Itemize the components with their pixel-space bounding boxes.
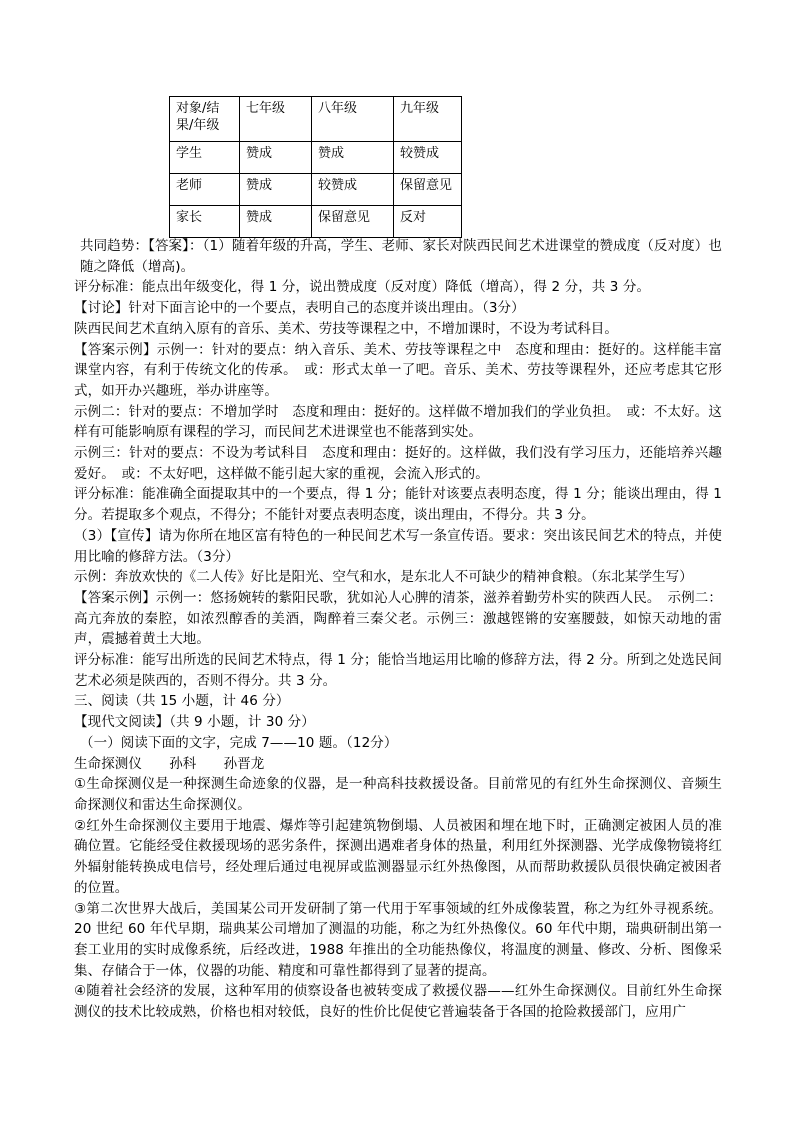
table-cell: 家长: [170, 206, 240, 238]
answer-trend: 共同趋势：【答案】：（1）随着年级的升高，学生、老师、家长对陕西民间艺术进课堂的赞成度（反对度）也随之降低（增高)。: [80, 238, 722, 275]
survey-table: [169, 96, 462, 238]
scoring-standard: 评分标准：能点出年级变化，得 1 分，说出赞成度（反对度）降低（增高），得 2 分，共 3 分。: [74, 279, 651, 296]
answer-example-2: 示例二：针对的要点：不增加学时 态度和理由：挺好的。这样做不增加我们的学业负担。 或：不太好。这样有可能影响原有课程的学习，而民间艺术进课堂也不能落到实处。: [74, 403, 722, 441]
table-cell: 较赞成: [394, 142, 462, 174]
table-cell: 学生: [170, 142, 240, 174]
scoring-standard: 评分标准：能写出所选的民间艺术特点，得 1 分；能恰当地运用比喻的修辞方法，得 2 分。所到之处选民间艺术必须是陕西的，否则不得分。共 3 分。: [74, 652, 722, 689]
article-paragraph: ③第二次世界大战后，美国某公司开发研制了第一代用于军事领域的红外成像装置，称之为红外寻视系统。20 世纪 60 年代早期，瑞典某公司增加了测温的功能，称之为红外热像仪。60 年代中期，瑞典研制出第一套工业用的实时成像系统，后经改进，1988 年推出的全功能热像仪，将温度的测量、修改、分析、图像采集、存储合于一体，仪器的功能、精度和可靠性都得到了显著的提高。: [74, 900, 722, 979]
table-cell: 七年级: [240, 97, 312, 142]
subsection-heading: 【现代文阅读】（共 9 小题，计 30 分）: [74, 714, 315, 731]
section-heading: 三、阅读（共 15 小题，计 46 分）: [74, 693, 290, 710]
table-row: [170, 206, 462, 238]
table-cell: 老师: [170, 174, 240, 206]
answer-example-3: 示例三：针对的要点：不设为考试科目 态度和理由：挺好的。这样做，我们没有学习压力，还能培养兴趣爱好。 或：不太好吧，这样做不能引起大家的重视，会流入形式的。: [74, 445, 722, 482]
article-paragraph: ②红外生命探测仪主要用于地震、爆炸等引起建筑物倒塌、人员被困和埋在地下时，正确测定被困人员的准确位置。它能经受住救援现场的恶劣条件，探测出遇难者身体的热量，利用红外探测器、光学成像物镜将红外辐射能转换成电信号，经处理后通过电视屏或监测器显示红外热像图，从而帮助救援队员很快确定被困者的位置。: [74, 817, 722, 896]
table-cell: 较赞成: [312, 174, 394, 206]
discussion-statement: 陕西民间艺术直纳入原有的音乐、美术、劳技等课程之中，不增加课时，不设为考试科目。: [74, 320, 618, 337]
scoring-standard: 评分标准：能准确全面提取其中的一个要点，得 1 分；能针对该要点表明态度，得 1 分；能谈出理由，得 1 分。若提取多个观点，不得分；不能针对要点表明态度，谈出理由，不得分。共 3 分。: [74, 486, 722, 524]
table-cell: 对象/结果/年级: [170, 97, 240, 142]
table-cell: 赞成: [240, 142, 312, 174]
table-cell: 赞成: [240, 174, 312, 206]
table-row: [170, 142, 462, 174]
table-cell: 保留意见: [394, 174, 462, 206]
reading-instruction: （一）阅读下面的文字，完成 7——10 题。（12分）: [80, 734, 398, 751]
table-header-row: [170, 97, 462, 142]
document-body: [74, 236, 722, 1023]
table-cell: 保留意见: [312, 206, 394, 238]
slogan-answer-examples: 【答案示例】示例一：悠扬婉转的紫阳民歌，犹如沁人心脾的清茶，滋养着勤劳朴实的陕西人民。 示例二：高亢奔放的秦腔，如浓烈醇香的美酒，陶醉着三秦父老。示例三：激越铿锵的安塞腰鼓，如惊天动地的雷声，震撼着黄土大地。: [74, 589, 722, 648]
discussion-prompt: 【讨论】针对下面言论中的一个要点，表明自己的态度并谈出理由。（3分）: [74, 300, 525, 317]
table-cell: 赞成: [240, 206, 312, 238]
table-cell: 八年级: [312, 97, 394, 142]
table-cell: 反对: [394, 206, 462, 238]
answer-example-1: 【答案示例】示例一：针对的要点：纳入音乐、美术、劳技等课程之中 态度和理由：挺好的。这样能丰富课堂内容，有利于传统文化的传承。 或：形式太单一了吧。音乐、美术、劳技等课程外，还应考虑其它形式，如开办兴趣班，举办讲座等。: [74, 341, 722, 399]
table-cell: 赞成: [312, 142, 394, 174]
table-cell: 九年级: [394, 97, 462, 142]
slogan-example: 示例：奔放欢快的《二人传》好比是阳光、空气和水，是东北人不可缺少的精神食粮。（东北某学生写）: [74, 569, 693, 586]
article-title: 生命探测仪 孙科 孙晋龙: [74, 755, 265, 772]
article-paragraph: ①生命探测仪是一种探测生命迹象的仪器，是一种高科技救援设备。目前常见的有红外生命探测仪、音频生命探测仪和雷达生命探测仪。: [74, 776, 722, 813]
slogan-prompt: （3）【宣传】请为你所在地区富有特色的一种民间艺术写一条宣传语。要求：突出该民间艺术的特点，并使用比喻的修辞方法。（3分）: [74, 527, 722, 565]
article-paragraph: ④随着社会经济的发展，这种军用的侦察设备也被转变成了救援仪器——红外生命探测仪。目前红外生命探测仪的技术比较成熟，价格也相对较低，良好的性价比促使它普遍装备于各国的抢险救援部门，应用广: [74, 983, 722, 1021]
table-row: [170, 174, 462, 206]
